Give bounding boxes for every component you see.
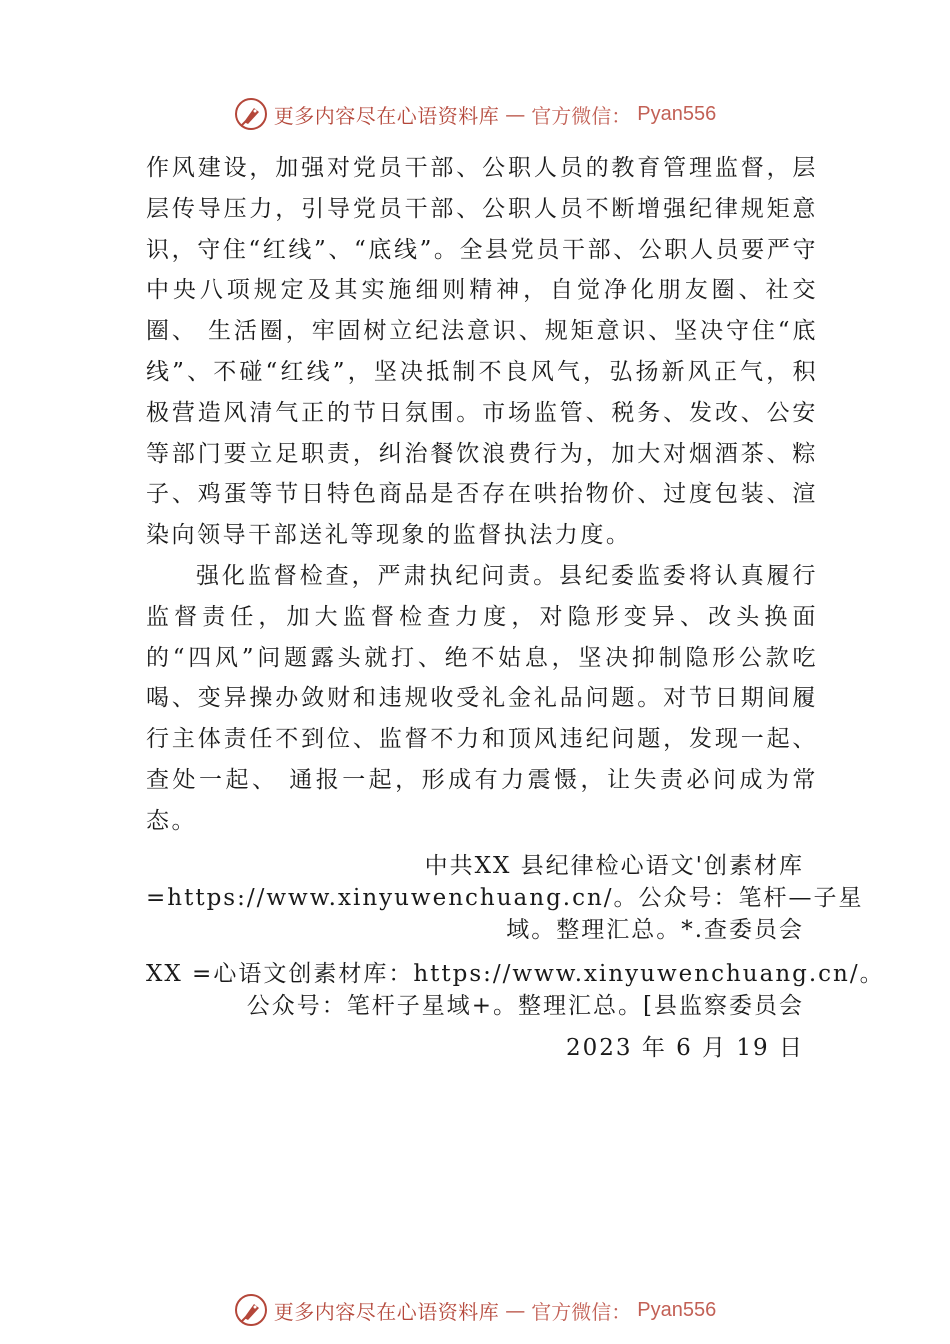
- signature-date: 2023 年 6 月 19 日: [566, 1034, 804, 1061]
- banner-wechat-id: Pyan556: [637, 102, 717, 125]
- signature-line-1: 中共XX 县纪律检心语文'创素材库: [424, 852, 804, 879]
- body-paragraph-2: 强化监督检查，严肃执纪问责。县纪委监委将认真履行监督责任，加大监督检查力度，对隐形变异、改头换面的“四风”问题露头就打、绝不姑息，坚决抑制隐形公款吃喝、变异操办敛财和违规收受礼金礼品问题。对节日期间履行主体责任不到位、监督不力和顶风违纪问题，发现一起、查处一起、 通报一起，形成有力震慑，让失责必问成为常态。: [146, 562, 818, 834]
- footer-brand-text: 更多内容尽在心语资料库: [273, 1299, 500, 1324]
- signature-block: [146, 850, 885, 1064]
- signature-line-3: 域。整理汇总。*.查委员会: [506, 916, 804, 943]
- pen-nib-logo-icon: [234, 97, 268, 131]
- banner-brand-text: 更多内容尽在心语资料库: [273, 103, 500, 128]
- signature-line-2: =https://www.xinyuwenchuang.cn/。公众号：笔杆—子星: [146, 884, 864, 911]
- banner-dash: —: [505, 102, 526, 126]
- footer-dash: —: [505, 1298, 526, 1322]
- pen-nib-logo-icon: [234, 1293, 268, 1327]
- footer-wechat-id: Pyan556: [637, 1298, 717, 1321]
- header-banner: [0, 94, 950, 134]
- body-paragraph-1: 作风建设，加强对党员干部、公职人员的教育管理监督，层层传导压力，引导党员干部、公职人员不断增强纪律规矩意识，守住“红线”、“底线”。全县党员干部、公职人员要严守中央八项规定及其实施细则精神，自觉净化朋友圈、社交圈、 生活圈，牢固树立纪法意识、规矩意识、坚决守住“底线”、不碰“红线”，坚决抵制不良风气，弘扬新风正气，积极营造风清气正的节日氛围。市场监管、税务、发改、公安等部门要立足职责，纠治餐饮浪费行为，加大对烟酒茶、粽子、鸡蛋等节日特色商品是否存在哄抬物价、过度包装、渲染向领导干部送礼等现象的监督执法力度。: [146, 155, 818, 549]
- footer-wechat-label: 官方微信：: [531, 1299, 632, 1324]
- banner-wechat-label: 官方微信：: [531, 103, 632, 128]
- footer-banner: [0, 1290, 950, 1330]
- document-body: [146, 148, 885, 1064]
- signature-line-4: XX =心语文创素材库：https://www.xinyuwenchuang.cn/。: [146, 960, 885, 987]
- signature-line-5: 公众号：笔杆子星域+。整理汇总。[县监察委员会: [246, 992, 804, 1019]
